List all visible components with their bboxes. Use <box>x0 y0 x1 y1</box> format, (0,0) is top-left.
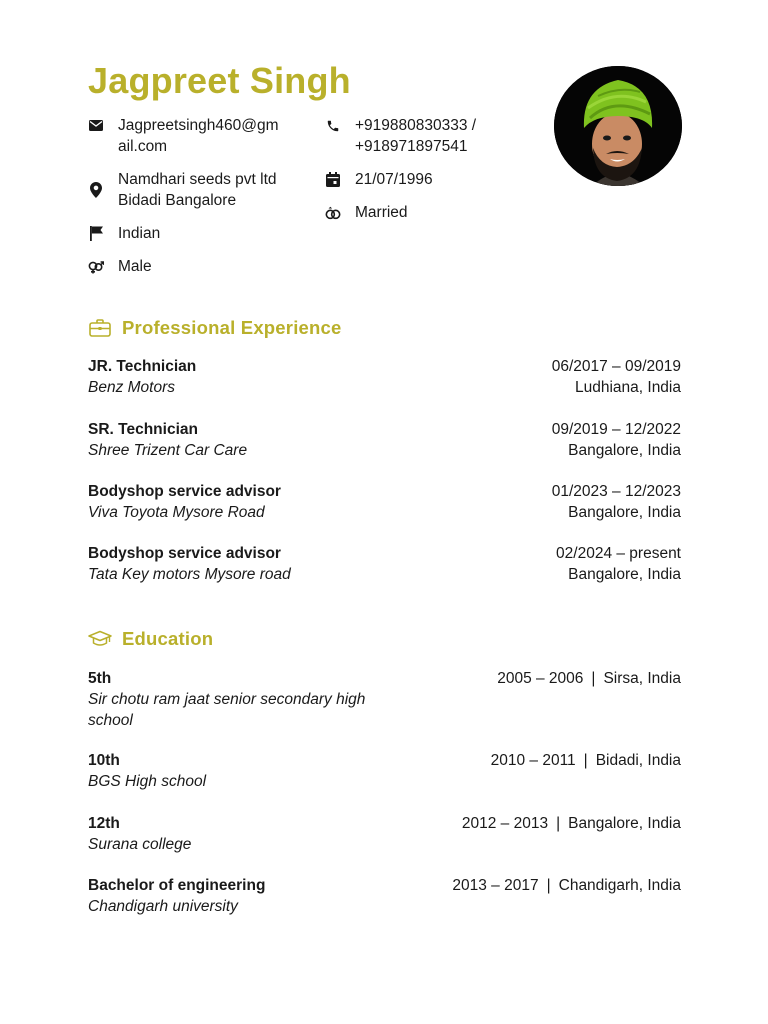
envelope-icon <box>88 115 104 136</box>
separator: | <box>556 815 561 832</box>
job-location: Bangalore, India <box>568 566 681 583</box>
education-dates: 2013 – 2017 <box>452 877 539 894</box>
flag-icon <box>88 223 104 244</box>
rings-icon <box>325 202 341 223</box>
education-location: Bangalore, India <box>568 815 681 832</box>
job-dates: 06/2017 – 09/2019 <box>551 358 681 375</box>
education-location: Chandigarh, India <box>558 877 681 894</box>
briefcase-icon <box>88 316 112 340</box>
calendar-icon <box>325 169 341 190</box>
school-name: Chandigarh university <box>88 898 238 915</box>
job-dates: 09/2019 – 12/2022 <box>551 421 681 438</box>
job-title: SR. Technician <box>88 421 198 438</box>
degree-name: 10th <box>88 752 120 769</box>
company-name: Benz Motors <box>88 379 176 396</box>
job-title: JR. Technician <box>88 358 197 375</box>
experience-header <box>88 316 342 340</box>
company-name: Shree Trizent Car Care <box>88 442 248 459</box>
education-dates: 2010 – 2011 <box>490 752 576 769</box>
phone-text: +919880830333 / +918971897541 <box>355 117 477 155</box>
separator: | <box>591 670 596 687</box>
education-location: Sirsa, India <box>603 670 681 687</box>
location-pin-icon <box>88 169 104 211</box>
degree-name: 12th <box>88 815 120 832</box>
marital-text: Married <box>355 204 408 221</box>
dob-info <box>325 169 433 190</box>
education-title: Education <box>122 628 214 649</box>
separator: | <box>546 877 551 894</box>
phone-info <box>325 115 476 157</box>
profile-photo <box>554 66 682 186</box>
degree-name: 5th <box>88 670 112 687</box>
gender-icon <box>88 256 104 277</box>
company-name: Viva Toyota Mysore Road <box>88 504 265 521</box>
separator: | <box>583 752 588 769</box>
education-header <box>88 627 213 651</box>
address-info <box>88 169 277 211</box>
address-text: Namdhari seeds pvt ltd Bidadi Bangalore <box>118 171 277 209</box>
job-dates: 02/2024 – present <box>556 545 681 562</box>
experience-title: Professional Experience <box>122 317 342 338</box>
job-dates: 01/2023 – 12/2023 <box>551 483 681 500</box>
school-name: BGS High school <box>88 773 207 790</box>
job-location: Bangalore, India <box>568 504 681 521</box>
email-text: Jagpreetsingh460@gm ail.com <box>118 117 279 155</box>
education-dates: 2012 – 2013 <box>461 815 549 832</box>
nationality-text: Indian <box>118 225 161 242</box>
job-title: Bodyshop service advisor <box>88 545 281 562</box>
email-info <box>88 115 279 157</box>
candidate-name: Jagpreet Singh <box>88 60 351 101</box>
company-name: Tata Key motors Mysore road <box>88 566 291 583</box>
job-title: Bodyshop service advisor <box>88 483 281 500</box>
education-dates: 2005 – 2006 <box>497 670 584 687</box>
graduation-cap-icon <box>88 627 112 651</box>
nationality-info <box>88 223 160 244</box>
school-name: Sir chotu ram jaat senior secondary high school <box>88 691 366 729</box>
school-name: Surana college <box>88 836 192 853</box>
gender-text: Male <box>118 258 152 275</box>
education-location: Bidadi, India <box>595 752 681 769</box>
dob-text: 21/07/1996 <box>355 171 433 188</box>
marital-info <box>325 202 408 223</box>
job-location: Bangalore, India <box>568 442 681 459</box>
gender-info <box>88 256 152 277</box>
phone-icon <box>325 115 341 136</box>
job-location: Ludhiana, India <box>574 379 681 396</box>
degree-name: Bachelor of engineering <box>88 877 266 894</box>
